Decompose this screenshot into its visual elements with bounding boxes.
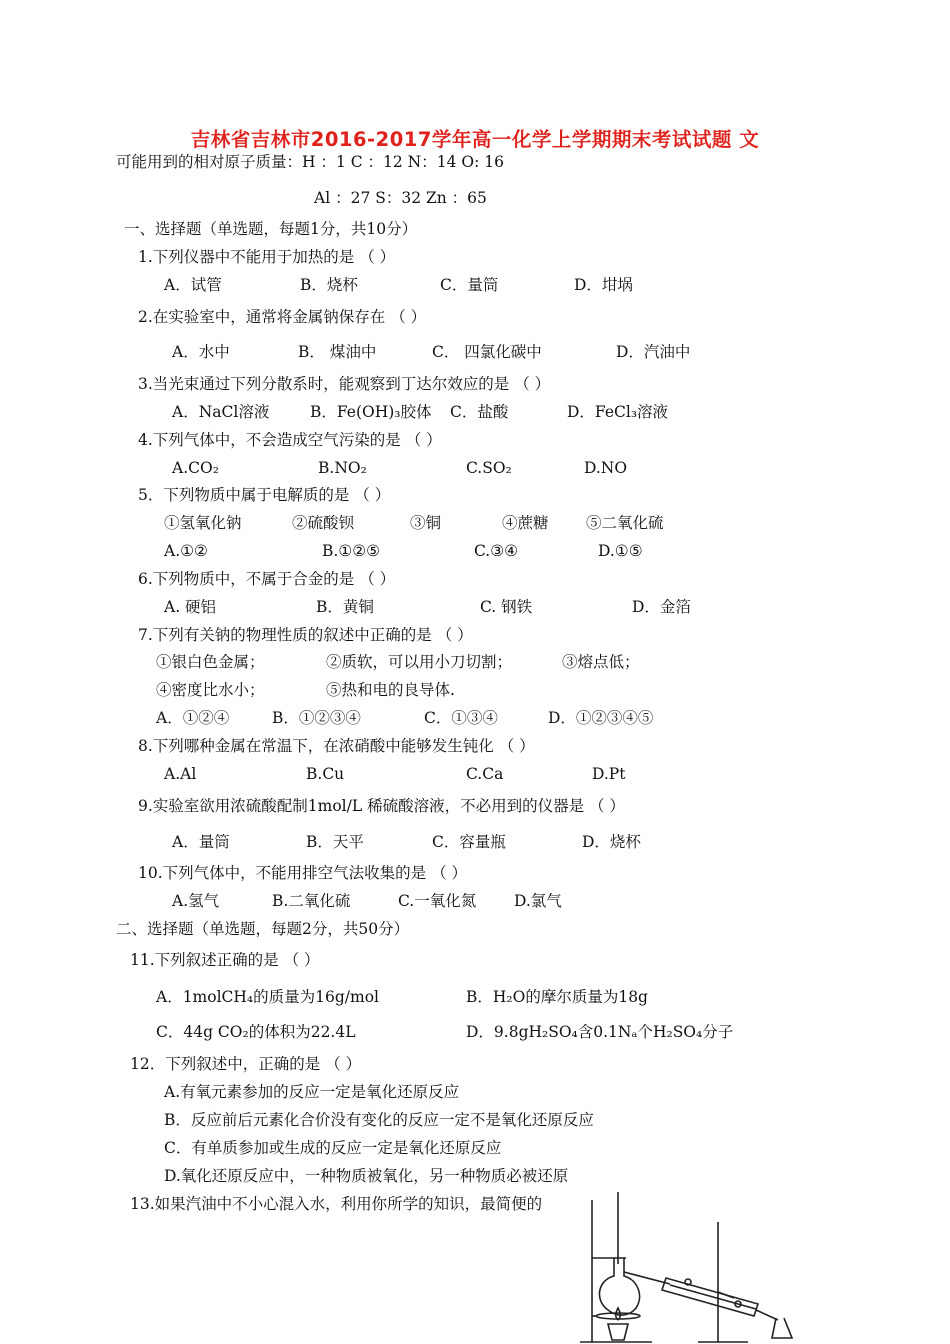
atomic-masses-line-1: 可能用到的相对原子质量：H ：1 C ：12 N：14 O: 16 [116,153,504,171]
question-3-option-a: A．NaCl溶液 [172,403,270,421]
question-7-option-b: B．①②③④ [272,709,361,727]
question-2-option-c: C． 四氯化碳中 [432,343,542,361]
question-1-option-d: D．坩埚 [574,276,633,294]
question-5-item-4: ④蔗糖 [502,514,549,532]
question-5-item-5: ⑤二氧化硫 [586,514,664,532]
question-12-option-b: B．反应前后元素化合价没有变化的反应一定不是氧化还原反应 [164,1111,594,1129]
question-12-stem: 12．下列叙述中，正确的是 （ ） [130,1055,362,1073]
question-7-stem: 7.下列有关钠的物理性质的叙述中正确的是 （ ） [138,626,473,644]
question-4-stem: 4.下列气体中，不会造成空气污染的是 （ ） [138,431,442,449]
question-5-option-b: B.①②⑤ [322,542,381,560]
question-9-option-c: C．容量瓶 [432,833,506,851]
question-2-stem: 2.在实验室中，通常将金属钠保存在 （ ） [138,308,427,326]
exam-title: 吉林省吉林市2016-2017学年高一化学上学期期末考试试题 文 [190,128,760,151]
question-13-stem: 13.如果汽油中不小心混入水，利用你所学的知识，最简便的 [130,1195,543,1213]
question-7-option-c: C．①③④ [424,709,498,727]
question-2-option-d: D．汽油中 [616,343,691,361]
question-5-item-2: ②硫酸钡 [292,514,355,532]
atomic-masses-line-2: Al ：27 S：32 Zn ：65 [314,189,487,207]
question-7-item-5: ⑤热和电的良导体. [326,681,455,699]
question-10-option-d: D.氯气 [514,892,562,910]
question-8-option-b: B.Cu [306,765,345,783]
question-7-option-a: A．①②④ [156,709,230,727]
question-6-option-b: B．黄铜 [316,598,374,616]
question-9-option-a: A．量筒 [172,833,230,851]
question-3-option-c: C．盐酸 [450,403,509,421]
question-3-stem: 3.当光束通过下列分散系时，能观察到丁达尔效应的是 （ ） [138,375,551,393]
question-5-item-3: ③铜 [410,514,442,532]
question-4-option-b: B.NO₂ [318,459,367,477]
question-2-option-b: B． 煤油中 [298,343,377,361]
question-8-option-a: A.Al [164,765,197,783]
question-9-stem: 9.实验室欲用浓硫酸配制1mol/L 稀硫酸溶液，不必用到的仪器是 （ ） [138,797,625,815]
question-8-option-d: D.Pt [592,765,626,783]
question-5-stem: 5．下列物质中属于电解质的是 （ ） [138,486,391,504]
question-4-option-a: A.CO₂ [172,459,219,477]
question-5-item-1: ①氢氧化钠 [164,514,242,532]
question-8-option-c: C.Ca [466,765,504,783]
question-1-option-c: C．量筒 [440,276,499,294]
question-12-option-d: D.氧化还原反应中，一种物质被氧化，另一种物质必被还原 [164,1167,569,1185]
question-3-option-b: B．Fe(OH)₃胶体 [310,403,432,421]
section-1-header: 一、选择题（单选题，每题1分，共10分） [124,220,418,238]
question-9-option-b: B．天平 [306,833,364,851]
question-1-option-b: B．烧杯 [300,276,358,294]
question-8-stem: 8.下列哪种金属在常温下，在浓硝酸中能够发生钝化 （ ） [138,737,535,755]
question-11-option-a: A．1molCH₄的质量为16g/mol [156,988,379,1006]
question-5-option-a: A.①② [164,542,208,560]
question-11-stem: 11.下列叙述正确的是 （ ） [130,951,320,969]
question-7-option-d: D．①②③④⑤ [548,709,654,727]
question-4-option-d: D.NO [584,459,628,477]
question-7-item-3: ③熔点低； [562,653,640,671]
question-7-item-4: ④密度比水小； [156,681,265,699]
question-6-option-d: D．金箔 [632,598,691,616]
question-11-option-d: D．9.8gH₂SO₄含0.1Nₐ个H₂SO₄分子 [466,1023,734,1041]
question-1-stem: 1.下列仪器中不能用于加热的是 （ ） [138,248,396,266]
question-1-option-a: A．试管 [164,276,222,294]
question-5-option-d: D.①⑤ [598,542,643,560]
question-5-option-c: C.③④ [474,542,519,560]
question-12-option-a: A.有氧元素参加的反应一定是氧化还原反应 [164,1083,460,1101]
question-11-option-b: B．H₂O的摩尔质量为18g [466,988,648,1006]
question-3-option-d: D．FeCl₃溶液 [567,403,669,421]
question-6-stem: 6.下列物质中，不属于合金的是 （ ） [138,570,396,588]
distillation-apparatus-image [578,1192,810,1344]
question-10-option-a: A.氢气 [172,892,220,910]
question-9-option-d: D．烧杯 [582,833,641,851]
question-4-option-c: C.SO₂ [466,459,512,477]
question-11-option-c: C．44g CO₂的体积为22.4L [156,1023,356,1041]
question-7-item-2: ②质软，可以用小刀切割； [326,653,513,671]
question-7-item-1: ①银白色金属； [156,653,265,671]
question-6-option-a: A. 硬铝 [164,598,217,616]
question-12-option-c: C．有单质参加或生成的反应一定是氧化还原反应 [164,1139,502,1157]
question-10-option-b: B.二氧化硫 [272,892,351,910]
question-6-option-c: C. 钢铁 [480,598,533,616]
question-2-option-a: A．水中 [172,343,230,361]
question-10-option-c: C.一氧化氮 [398,892,477,910]
section-2-header: 二、选择题（单选题，每题2分，共50分） [116,920,410,938]
question-10-stem: 10.下列气体中，不能用排空气法收集的是 （ ） [138,864,468,882]
